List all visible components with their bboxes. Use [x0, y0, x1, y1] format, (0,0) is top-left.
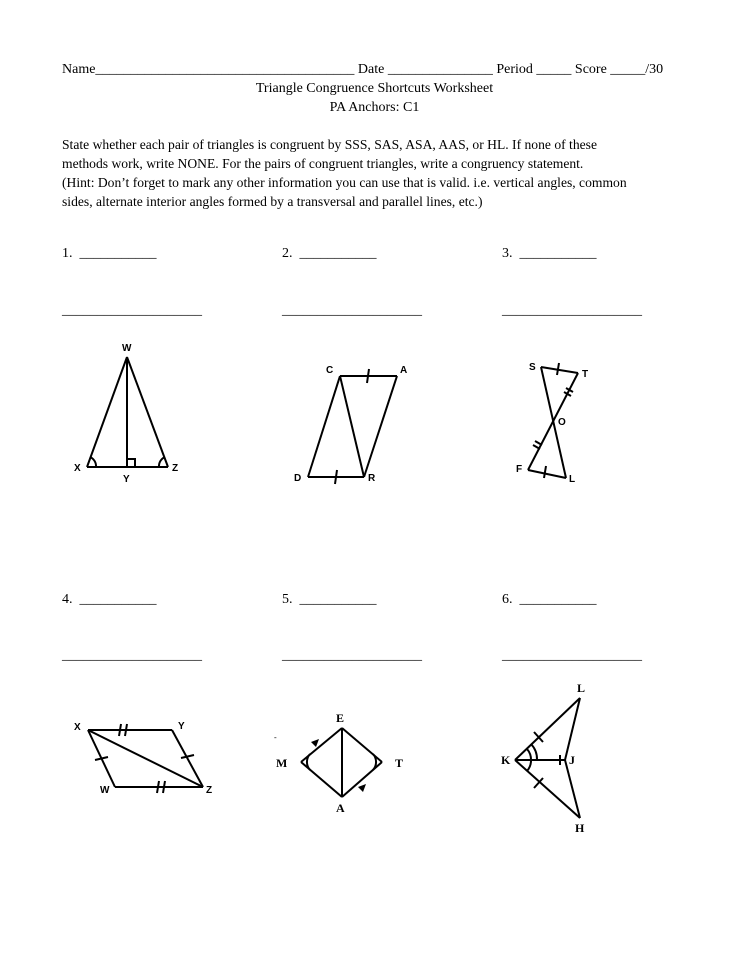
- fig1-label-w: W: [122, 343, 132, 354]
- worksheet-title: Triangle Congruence Shortcuts Worksheet: [255, 81, 494, 96]
- fig6-label-j: J: [569, 753, 575, 767]
- name-date-period-score-line: Name_____________________________________ Date _______________ Period _____ Score _____/30: [62, 62, 664, 77]
- fig5-label-e: E: [336, 711, 345, 725]
- problem-6-answer: 6. ___________: [502, 592, 597, 607]
- fig5-label-t: T: [395, 756, 404, 770]
- figure-3-triangles: [510, 355, 600, 495]
- fig2-label-c: C: [326, 365, 334, 376]
- fig6-label-k: K: [501, 753, 511, 767]
- figure-1-triangles: [60, 330, 210, 490]
- figure-2-triangles: [285, 355, 435, 495]
- problem-3-statement-blank: ____________________: [502, 303, 642, 318]
- problem-2-answer: 2. ___________: [282, 246, 377, 261]
- fig3-label-o: O: [558, 417, 566, 428]
- problem-5-statement-blank: ____________________: [282, 648, 422, 663]
- fig1-label-x: X: [74, 463, 81, 474]
- problem-6-statement-blank: ____________________: [502, 648, 642, 663]
- fig2-label-a: A: [400, 365, 408, 376]
- instructions-line-1: State whether each pair of triangles is congruent by SSS, SAS, ASA, AAS, or HL. If none of these: [62, 137, 597, 152]
- problem-1-answer: 1. ___________: [62, 246, 157, 261]
- fig4-label-x: X: [74, 722, 81, 733]
- problem-4-answer: 4. ___________: [62, 592, 157, 607]
- problem-3-answer: 3. ___________: [502, 246, 597, 261]
- figure-5-kite: [270, 705, 420, 820]
- problem-1-statement-blank: ____________________: [62, 303, 202, 318]
- instructions-line-3: (Hint: Don’t forget to mark any other information you can use that is valid. i.e. vertical angles, common: [62, 175, 627, 190]
- problem-4-statement-blank: ____________________: [62, 648, 202, 663]
- fig4-label-y: Y: [178, 721, 185, 732]
- fig1-label-y: Y: [123, 474, 130, 485]
- figure-6-triangles: [495, 680, 615, 840]
- instructions-line-4: sides, alternate interior angles formed by a transversal and parallel lines, etc.): [62, 194, 483, 209]
- fig3-label-l: L: [569, 474, 576, 485]
- fig5-label-m: M: [276, 756, 288, 770]
- worksheet-subtitle: PA Anchors: C1: [329, 100, 420, 115]
- instructions-line-2: methods work, write NONE. For the pairs of congruent triangles, write a congruency statement.: [62, 156, 584, 171]
- figure-4-parallelogram: [60, 705, 230, 805]
- fig6-label-l: L: [577, 681, 586, 695]
- fig5-stray-mark: -: [274, 733, 277, 742]
- fig2-label-r: R: [368, 473, 376, 484]
- fig3-label-s: S: [529, 362, 536, 373]
- fig3-label-t: T: [582, 369, 589, 380]
- fig2-label-d: D: [294, 473, 302, 484]
- fig5-label-a: A: [336, 801, 345, 815]
- fig4-label-z: Z: [206, 785, 213, 796]
- problem-5-answer: 5. ___________: [282, 592, 377, 607]
- fig6-label-h: H: [575, 821, 585, 835]
- problem-2-statement-blank: ____________________: [282, 303, 422, 318]
- fig1-label-z: Z: [172, 463, 179, 474]
- fig3-label-f: F: [516, 464, 523, 475]
- fig4-label-w: W: [100, 785, 110, 796]
